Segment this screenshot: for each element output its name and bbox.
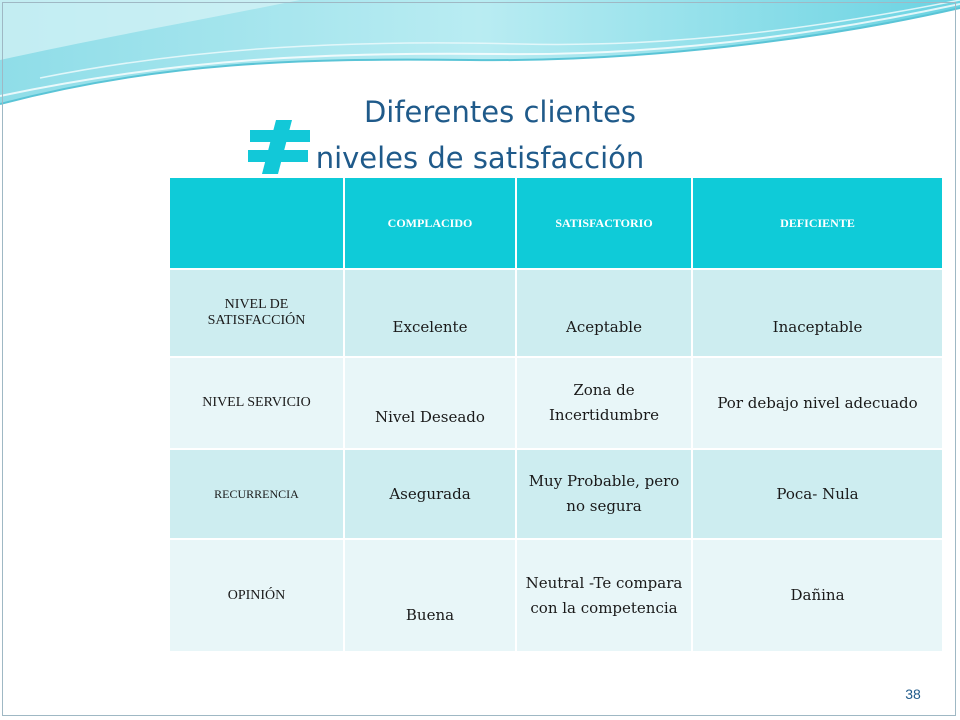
header-cell-complacido: COMPLACIDO xyxy=(344,178,516,269)
table-row xyxy=(170,449,943,539)
table-row xyxy=(170,357,943,449)
table-cell: Buena xyxy=(344,539,516,652)
table-row xyxy=(170,539,943,652)
table-header-row xyxy=(170,178,943,269)
header-cell-deficiente: DEFICIENTE xyxy=(692,178,943,269)
table-cell: Por debajo nivel adecuado xyxy=(692,357,943,449)
table-cell: Muy Probable, pero no segura xyxy=(516,449,692,539)
table-cell: Dañina xyxy=(692,539,943,652)
table-cell: Nivel Deseado xyxy=(344,357,516,449)
page-number: 38 xyxy=(905,686,921,702)
table-cell: Zona de Incertidumbre xyxy=(516,357,692,449)
table-cell: Excelente xyxy=(344,269,516,357)
table-cell: Aceptable xyxy=(516,269,692,357)
header-cell-satisfactorio: SATISFACTORIO xyxy=(516,178,692,269)
table-cell: Asegurada xyxy=(344,449,516,539)
row-label-recurrencia: RECURRENCIA xyxy=(170,449,344,539)
table-row xyxy=(170,269,943,357)
header-cell-empty xyxy=(170,178,344,269)
row-label-opinion: OPINIÓN xyxy=(170,539,344,652)
row-label-nivel-satisfaccion: NIVEL DE SATISFACCIÓN xyxy=(170,269,344,357)
slide-title-line2: niveles de satisfacción xyxy=(315,141,645,175)
table-cell: Neutral -Te compara con la competencia xyxy=(516,539,692,652)
row-label-nivel-servicio: NIVEL SERVICIO xyxy=(170,357,344,449)
table-cell: Inaceptable xyxy=(692,269,943,357)
not-equal-icon xyxy=(244,116,314,176)
satisfaction-table xyxy=(170,178,944,653)
slide-title-line1: Diferentes clientes xyxy=(363,95,637,129)
table-cell: Poca- Nula xyxy=(692,449,943,539)
